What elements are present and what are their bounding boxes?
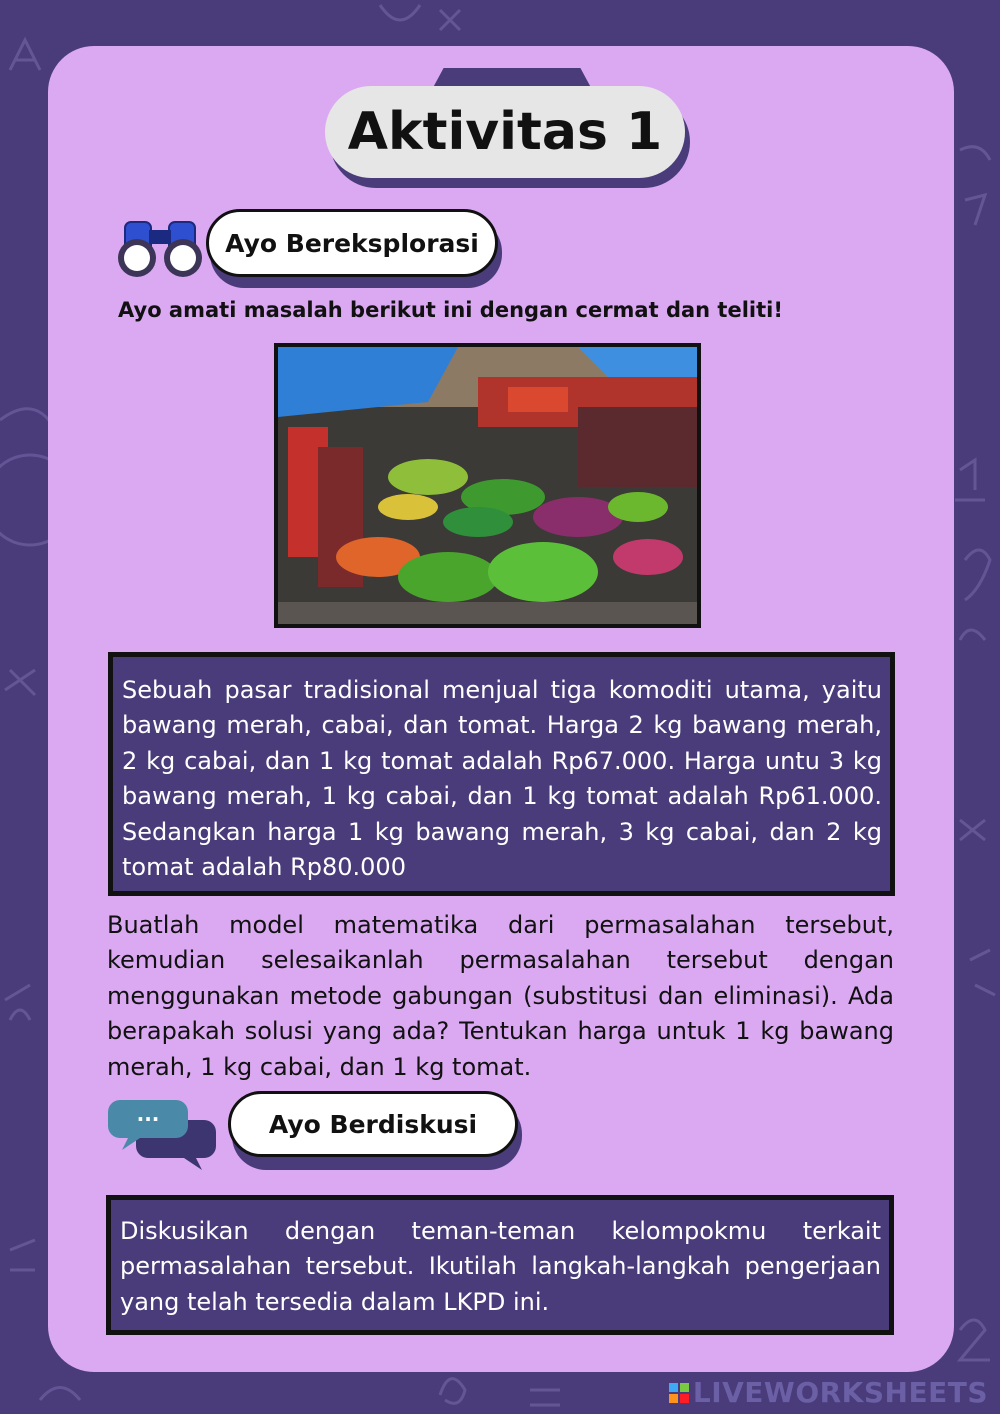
task-text: Buatlah model matematika dari permasalahan tersebut, kemudian selesaikanlah permasalahan tersebut dengan menggunakan metode gabungan (substitusi dan eliminasi). Ada berapakah solusi yang ada? Tentukan harga untuk 1 kg bawang merah, 1 kg cabai, dan 1 kg tomat. [107,911,894,1081]
chat-bubble-dots: ... [136,1102,160,1126]
problem-text: Sebuah pasar tradisional menjual tiga komoditi utama, yaitu bawang merah, cabai, dan tomat. Harga 2 kg bawang merah, 2 kg cabai, dan 1 kg tomat adalah Rp67.000. Harga untu 3 kg bawang merah, 1 kg cabai, dan 1 kg tomat adalah Rp61.000. Sedangkan harga 1 kg bawang merah, 3 kg cabai, dan 2 kg tomat adalah Rp80.000 [122,676,882,882]
liveworksheets-watermark [669,1376,988,1409]
page-title: Aktivitas 1 [325,86,685,178]
market-photo [274,343,701,628]
explore-section-label: Ayo Bereksplorasi [206,209,498,277]
discuss-section-label: Ayo Berdiskusi [228,1091,518,1157]
discussion-text: Diskusikan dengan teman-teman kelompokmu terkait permasalahan tersebut. Ikutilah langkah-langkah pengerjaan yang telah tersedia dalam LKPD ini. [120,1217,881,1316]
liveworksheets-logo-icon [669,1383,689,1403]
watermark-text: LIVEWORKSHEETS [692,1376,988,1409]
market-illustration [278,347,697,624]
binoculars-icon [115,218,205,280]
problem-statement-box [108,652,895,896]
instruction-text: Ayo amati masalah berikut ini dengan cermat dan teliti! [118,298,783,322]
discussion-box [106,1195,894,1335]
